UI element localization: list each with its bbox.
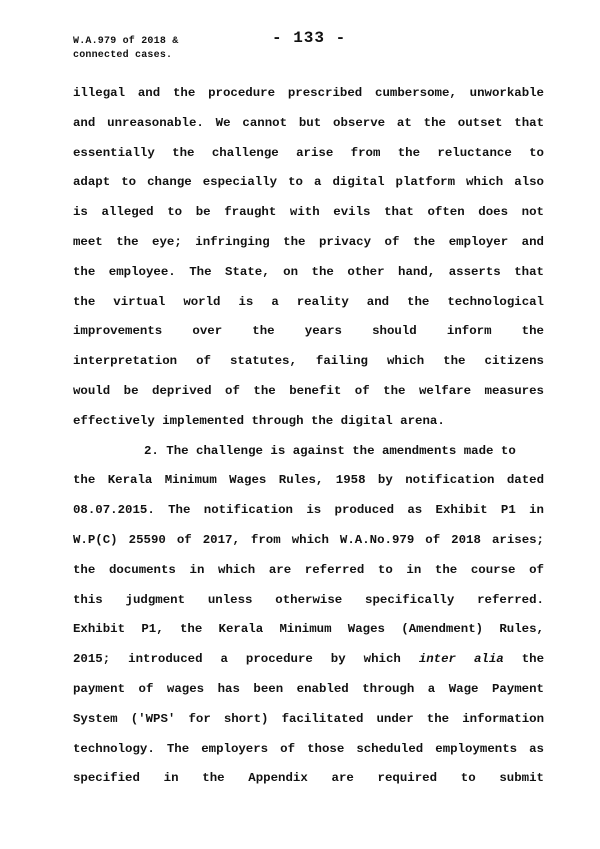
text-line: technology. The employers of those scheduled employments as	[73, 741, 544, 756]
text-segment: the	[521, 652, 545, 667]
paragraph-2	[73, 437, 544, 795]
text-line: illegal and the procedure prescribed cumbersome, unworkable	[73, 86, 544, 100]
case-ref-line-1: W.A.979 of 2018 &	[73, 36, 179, 47]
text-line: meet the eye; infringing the privacy of the employer and	[73, 234, 544, 249]
text-line: 08.07.2015. The notification is produced as Exhibit P1 in	[73, 503, 544, 518]
page-number: - 133 -	[272, 29, 347, 47]
text-line: the documents in which are referred to in the course of	[73, 562, 544, 577]
text-line: this judgment unless otherwise specifically referred.	[73, 592, 544, 607]
text-line: adapt to change especially to a digital platform which also	[73, 175, 544, 190]
text-line: System ('WPS' for short) facilitated under the information	[73, 711, 544, 726]
text-line-with-italic	[73, 645, 544, 675]
paragraph-1	[73, 79, 544, 437]
text-line: the employee. The State, on the other hand, asserts that	[73, 264, 544, 279]
case-ref-line-2: connected cases.	[73, 50, 173, 61]
text-line: W.P(C) 25590 of 2017, from which W.A.No.979 of 2018 arises;	[73, 532, 544, 547]
text-line: would be deprived of the benefit of the welfare measures	[73, 383, 544, 398]
text-line: 2. The challenge is against the amendments made to	[144, 443, 516, 458]
text-segment: 2015; introduced a procedure by which	[73, 652, 401, 667]
text-line: improvements over the years should inform the	[73, 324, 544, 339]
text-line: is alleged to be fraught with evils that often does not	[73, 205, 544, 220]
case-reference	[73, 35, 178, 63]
italic-phrase: inter alia	[418, 652, 504, 667]
text-line: Exhibit P1, the Kerala Minimum Wages (Amendment) Rules,	[73, 622, 544, 637]
text-line: payment of wages has been enabled through a Wage Payment	[73, 681, 544, 696]
text-line: interpretation of statutes, failing which the citizens	[73, 354, 544, 369]
text-line: the Kerala Minimum Wages Rules, 1958 by notification dated	[73, 473, 544, 488]
text-line: specified in the Appendix are required to submit	[73, 771, 544, 786]
text-line: essentially the challenge arise from the reluctance to	[73, 145, 544, 160]
text-line: effectively implemented through the digital arena.	[73, 413, 445, 428]
judgment-body	[73, 79, 544, 794]
text-line: and unreasonable. We cannot but observe at the outset that	[73, 115, 544, 130]
text-line: the virtual world is a reality and the technological	[73, 294, 544, 309]
